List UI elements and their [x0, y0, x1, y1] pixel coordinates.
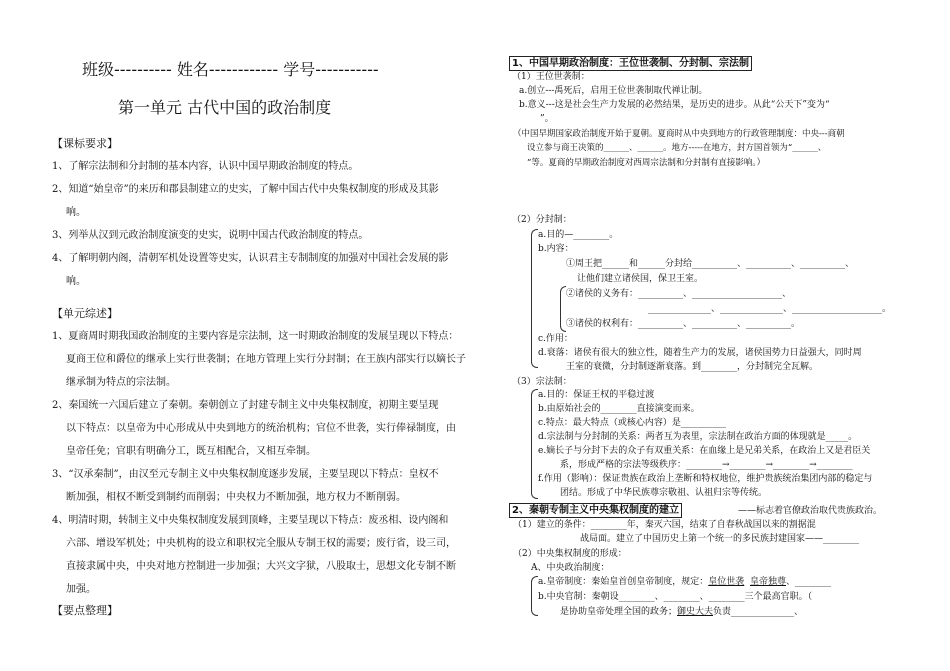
s1-note1: （中国早期国家政治制度开始于夏朝。夏商时从中央到地方的行政管理制度：中央---商朝: [513, 129, 845, 139]
brace: [531, 576, 538, 616]
summary-line: 继承制为特点的宗法制。: [66, 377, 176, 388]
student-info-line: 班级---------- 姓名------------ 学号-----------: [82, 60, 379, 79]
s21-line2: 战局面。建立了中国历史上第一个统一的多民族封建国家——________: [580, 534, 860, 544]
s3-f1: f.作用（影响）：保证贵族在政治上垄断和特权地位，维护贵族统治集团内部的稳定与: [538, 474, 873, 484]
s22-A: A、中央政治制度：: [531, 563, 610, 573]
section-2-tail: ——标志着官僚政治取代贵族政治。: [738, 506, 883, 516]
summary-line: 六部、增设军机处；中央机构的设立和职权完全服从专制王权的需要；废行省，设三司，: [66, 538, 456, 549]
requirement-line: 3、列举从汉到元政治制度演变的史实，说明中国古代政治制度的特点。: [52, 230, 369, 241]
s2-c: c.作用：: [538, 334, 573, 344]
s2-b1b: 让他们建立诸侯国，保卫王室。: [577, 274, 704, 284]
s3-a: a.目的：保证王权的平稳过渡: [538, 390, 655, 400]
s2-d1: d.衰落：诸侯有很大的独立性，随着生产力的发展，诸侯国势力日益强大，同时周: [538, 348, 862, 358]
s22-a-underlined-1: 皇位世袭: [708, 577, 745, 587]
s22-a: [538, 576, 831, 588]
s3-e2: 系，形成严格的宗法等级秩序：________→________→________→________: [560, 460, 853, 470]
brace: [531, 229, 538, 368]
s3-sub: （3）宗法制：: [512, 377, 572, 387]
summary-line: 加强。: [66, 584, 96, 595]
requirement-line: 1、了解宗法制和分封制的基本内容，认识中国早期政治制度的特点。: [52, 161, 359, 172]
s1-a: a.创立---禹死后，启用王位世袭制取代禅让制。: [519, 86, 708, 96]
s1-note3: ”等。夏商的早期政治制度对西周宗法制和分封制有直接影响。）: [527, 158, 766, 168]
s2-b2: ②诸侯的义务有：__________、____________________、: [566, 289, 792, 299]
s2-b: b.内容：: [538, 244, 574, 254]
s3-e1: e.嫡长子与分封下去的众子有双重关系：在血缘上是兄弟关系，在政治上又是君臣关: [538, 446, 871, 456]
s21-line1: （1）建立的条件：________年，秦灭六国，结束了自春秋战国以来的割据混: [513, 520, 816, 530]
s2-b2b: ______________、______________、____________________。: [648, 304, 892, 314]
s1-sub1: （1）王位世袭制：: [512, 72, 590, 82]
summary-line: 4、明清时期，转制主义中央集权制度发展到顶峰，主要呈现以下特点：废丞相、设内阁和: [52, 515, 449, 526]
requirement-line: 响。: [66, 207, 86, 218]
summary-line: 断加强，相权不断受到制约而削弱；中央权力不断加强，地方权力不断削弱。: [66, 492, 406, 503]
s3-c: c.特点：最大特点（或核心内容）是__________: [538, 418, 726, 428]
s3-f2: 团结。形成了中华民族尊宗敬祖、认祖归宗等传统。: [560, 488, 768, 498]
requirement-line: 4、了解明朝内阁，清朝军机处设置等史实，认识君主专制制度的加强对中国社会发展的影: [52, 253, 449, 264]
s22-b: b.中央官制：秦朝设________、________、________三个最高官职。（: [538, 592, 813, 602]
requirement-line: 响。: [66, 276, 86, 287]
s3-b: b.由原始社会的________直接演变而来。: [538, 404, 700, 414]
s22-b2: [560, 606, 803, 618]
s2-b3: ③诸侯的权利有：__________、__________、__________。: [566, 319, 801, 329]
summary-line: 夏商王位和爵位的继承上实行世袭制；在地方管理上实行分封制；在王族内部实行以嫡长子: [66, 354, 466, 365]
summary-line: 1、夏商周时期我国政治制度的主要内容是宗法制，这一时期政治制度的发展呈现以下特点：: [52, 331, 459, 342]
s3-d: d.宗法制与分封制的关系：两者互为表里，宗法制在政治方面的体现就是_____。: [538, 432, 858, 442]
s22-b2-text: 是协助皇帝处理全国的政务；: [560, 607, 678, 617]
section-2-title: 2、秦朝专制主义中央集权制度的建立: [509, 503, 682, 518]
s2-sub: （2）分封制：: [512, 215, 572, 225]
s2-b1: ①周王把______和______分封给__________、__________、__________、: [566, 259, 855, 269]
section-1-title: 1、中国早期政治制度：王位世袭制、分封制、宗法制: [509, 56, 752, 71]
s1-note2: 设立参与商王决策的______、______。地方-----在地方，封方国首领为“______、: [527, 143, 827, 153]
s22-a-tail: 、________: [786, 577, 832, 587]
s1-b2: ”。: [540, 114, 554, 124]
s22-b2-tail: 负责______________、: [713, 607, 804, 617]
s22-a-text: a.皇帝制度：秦始皇首创皇帝制度，规定：: [538, 577, 709, 587]
unit-title: 第一单元 古代中国的政治制度: [118, 98, 332, 117]
summary-line: 2、秦国统一六国后建立了秦朝。秦朝创立了封建专制主义中央集权制度，初期主要呈现: [52, 400, 439, 411]
summary-line: 直接隶属中央，中央对地方控制进一步加强；大兴文字狱，八股取士，思想文化专制不断: [66, 561, 456, 572]
summary-line: 3、“汉承秦制”，由汉至元专制主义中央集权制度逐步发展，主要呈现以下特点：皇权不: [52, 469, 439, 480]
s2-a: a.目的—________。: [538, 230, 619, 240]
points-heading: 【要点整理】: [52, 604, 118, 617]
requirements-heading: 【课标要求】: [52, 137, 118, 150]
s1-b1: b.意义---这是社会生产力发展的必然结果，是历史的进步。从此“公天下”变为“: [519, 100, 830, 110]
requirement-line: 2、知道“始皇帝”的来历和郡县制建立的史实，了解中国古代中央集权制度的形成及其影: [52, 184, 439, 195]
s22: （2）中央集权制度的形成：: [513, 549, 627, 559]
brace: [531, 389, 538, 499]
s22-a-underlined-2: 皇帝独尊: [749, 577, 786, 587]
s2-d2: 王室的衰微，分封制逐渐衰落。到________，分封制完全瓦解。: [566, 362, 819, 372]
s22-b2-underlined: 御史大夫: [677, 607, 714, 617]
summary-line: 皇帝任免；官职有明确分工，既互相配合，又相互牵制。: [66, 446, 316, 457]
summary-heading: 【单元综述】: [52, 307, 118, 320]
summary-line: 以下特点：以皇帝为中心形成从中央到地方的统治机构；官位不世袭，实行俸禄制度，由: [66, 423, 456, 434]
